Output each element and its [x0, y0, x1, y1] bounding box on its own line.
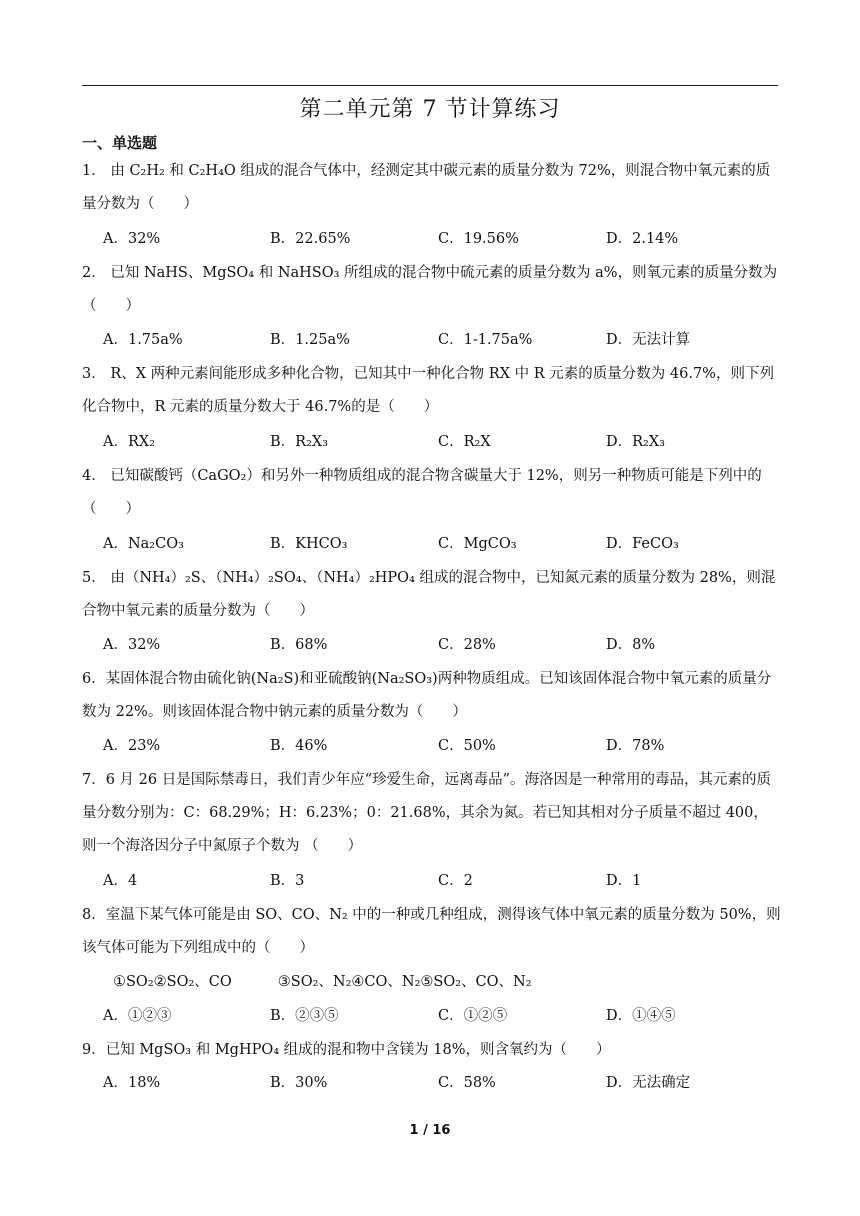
option-a[interactable]: A．Na₂CO₃ [103, 536, 184, 552]
choice-3: ③SO₂、N₂ [277, 974, 352, 990]
choice-1: ①SO₂ [113, 974, 154, 990]
page-number: 1 / 16 [409, 1123, 451, 1138]
section-heading: 一、单选题 [82, 134, 158, 152]
option-a[interactable]: A．18% [103, 1075, 161, 1091]
option-a[interactable]: A．1.75a% [103, 332, 183, 348]
question-6-stem: 6．某固体混合物由硫化钠(Na₂S)和亚硫酸钠(Na₂SO₃)两种物质组成。已知该固体混合物中氧元素的质量分数为 22%。则该固体混合物中钠元素的质量分数为（ ） [82, 671, 772, 720]
question-8-stem: 8．室温下某气体可能是由 SO、CO、N₂ 中的一种或几种组成，测得该气体中氧元素的质量分数为 50%，则该气体可能为下列组成中的（ ） [82, 907, 781, 956]
option-d[interactable]: D．R₂X₃ [606, 434, 665, 450]
option-a[interactable]: A．32% [103, 637, 161, 653]
option-a[interactable]: A．RX₂ [103, 434, 156, 450]
question-9-options [82, 1069, 782, 1097]
header-rule [82, 85, 778, 86]
choice-2: ②SO₂、CO [153, 974, 232, 990]
option-c[interactable]: C．1-1.75a% [438, 332, 533, 348]
option-c[interactable]: C．28% [438, 637, 496, 653]
option-c[interactable]: C．①②⑤ [438, 1008, 508, 1024]
question-3-options [82, 428, 782, 456]
option-b[interactable]: B．30% [270, 1075, 328, 1091]
option-b[interactable]: B．1.25a% [270, 332, 350, 348]
option-a[interactable]: A．23% [103, 738, 161, 754]
choice-4: ④CO、N₂ [351, 974, 421, 990]
option-b[interactable]: B．22.65% [270, 231, 351, 247]
question-7-options [82, 867, 782, 895]
option-b[interactable]: B．KHCO₃ [270, 536, 348, 552]
option-d[interactable]: D．①④⑤ [606, 1008, 676, 1024]
question-5-stem: 5． 由（NH₄）₂S、（NH₄）₂SO₄、（NH₄）₂HPO₄ 组成的混合物中，已知氮元素的质量分数为 28%，则混合物中氧元素的质量分数为（ ） [82, 570, 776, 619]
option-c[interactable]: C．2 [438, 873, 473, 889]
question-3-stem: 3． R、X 两种元素间能形成多种化合物，已知其中一种化合物 RX 中 R 元素的质量分数为 46.7%，则下列化合物中，R 元素的质量分数大于 46.7%的是（ ） [82, 366, 774, 415]
question-7-stem: 7．6 月 26 日是国际禁毒日，我们青少年应“珍爱生命，远离毒品”。海洛因是一种常用的毒品，其元素的质量分数分别为：C：68.29%；H：6.23%；0：21.68%，其余为氮。若已知其相对分子质量不超过 400，则一个海洛因分子中氮原子个数为 （ ） [82, 772, 772, 854]
option-c[interactable]: C．50% [438, 738, 496, 754]
question-1-stem: 1． 由 C₂H₂ 和 C₂H₄O 组成的混合气体中，经测定其中碳元素的质量分数为 72%，则混合物中氧元素的质量分数为（ ） [82, 163, 771, 212]
option-d[interactable]: D．无法确定 [606, 1075, 691, 1091]
question-8-options [82, 1002, 782, 1030]
option-c[interactable]: C．MgCO₃ [438, 536, 517, 552]
option-c[interactable]: C．58% [438, 1075, 496, 1091]
option-b[interactable]: B．46% [270, 738, 328, 754]
question-6-options [82, 732, 782, 760]
option-d[interactable]: D．2.14% [606, 231, 679, 247]
option-d[interactable]: D．78% [606, 738, 665, 754]
option-c[interactable]: C．R₂X [438, 434, 491, 450]
question-9-stem: 9．已知 MgSO₃ 和 MgHPO₄ 组成的混和物中含镁为 18%，则含氧约为（ ） [82, 1042, 611, 1058]
question-1-options [82, 225, 782, 253]
question-4-stem: 4． 已知碳酸钙（CaGO₂）和另外一种物质组成的混合物含碳量大于 12%，则另一种物质可能是下列中的（ ） [82, 468, 762, 517]
question-2-options [82, 326, 782, 354]
choice-5: ⑤SO₂、CO、N₂ [420, 974, 532, 990]
option-d[interactable]: D．8% [606, 637, 656, 653]
option-b[interactable]: B．R₂X₃ [270, 434, 329, 450]
page-title: 第二单元第 7 节计算练习 [299, 97, 561, 122]
option-b[interactable]: B．68% [270, 637, 328, 653]
option-d[interactable]: D．1 [606, 873, 642, 889]
option-d[interactable]: D．无法计算 [606, 332, 691, 348]
question-5-options [82, 631, 782, 659]
question-8-choices [113, 968, 532, 996]
option-a[interactable]: A．①②③ [103, 1008, 172, 1024]
question-2-stem: 2． 已知 NaHS、MgSO₄ 和 NaHSO₃ 所组成的混合物中硫元素的质量分数为 a%，则氧元素的质量分数为（ ） [82, 265, 778, 314]
option-b[interactable]: B．②③⑤ [270, 1008, 339, 1024]
option-a[interactable]: A．4 [103, 873, 138, 889]
question-4-options [82, 530, 782, 558]
option-b[interactable]: B．3 [270, 873, 305, 889]
option-a[interactable]: A．32% [103, 231, 161, 247]
option-c[interactable]: C．19.56% [438, 231, 519, 247]
option-d[interactable]: D．FeCO₃ [606, 536, 679, 552]
